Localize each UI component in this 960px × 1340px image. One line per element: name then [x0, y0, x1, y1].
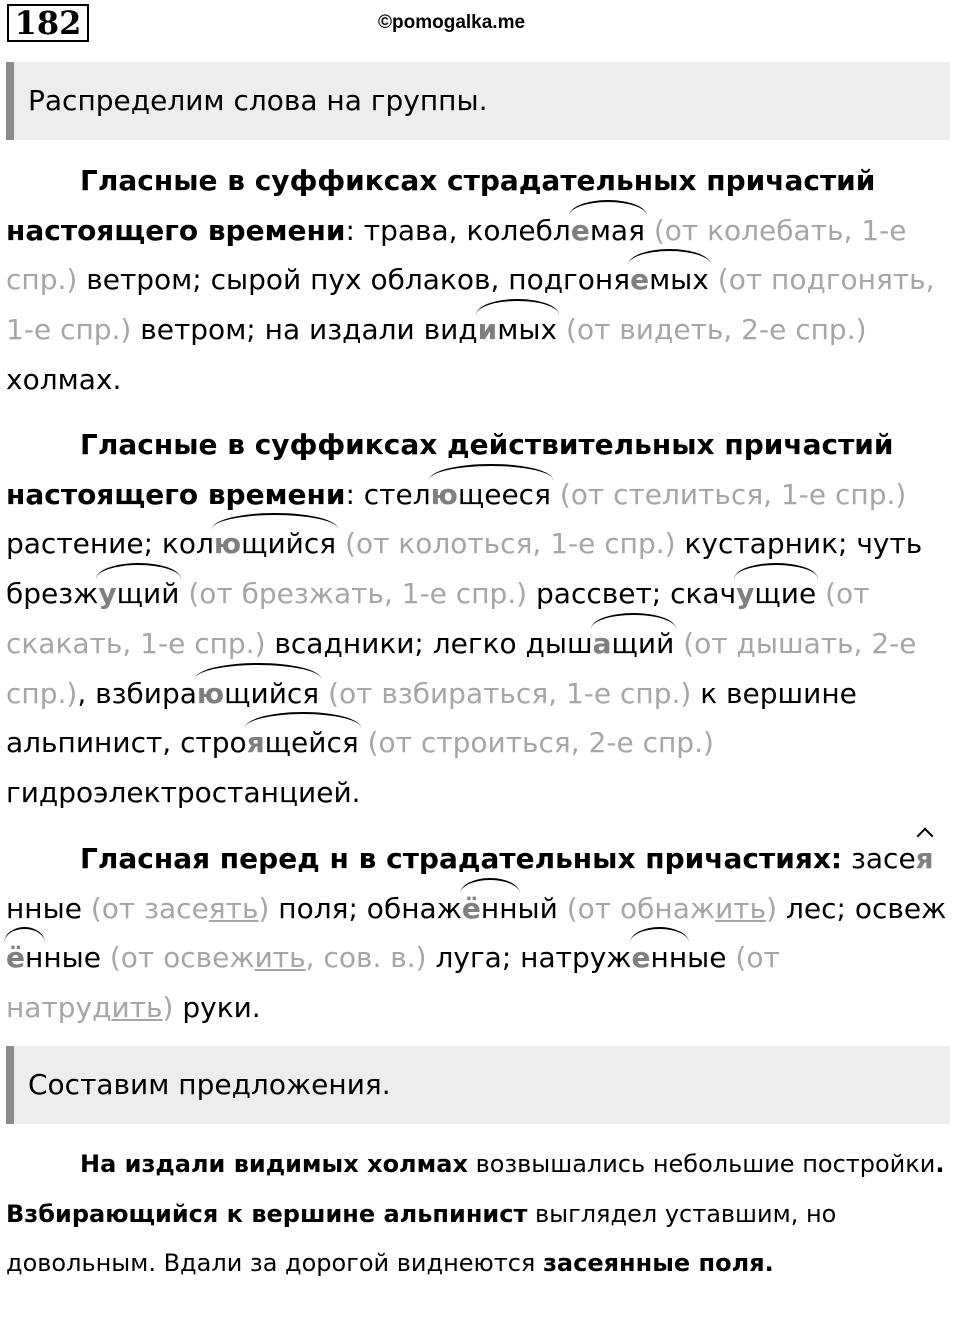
vowel: ю [196, 676, 225, 710]
vowel: ё [461, 891, 481, 925]
phrase-bold: засеянные поля. [542, 1249, 774, 1278]
exercise-number: 182 [7, 4, 89, 42]
text: всадники; легко дыш [274, 626, 593, 660]
gray-note [110, 941, 427, 974]
banner-distribute [6, 62, 950, 140]
text: щееся [457, 477, 551, 511]
suffix-arc [571, 206, 645, 256]
text: ветром; сырой пух облаков, подгоня [77, 263, 631, 297]
vowel: а [592, 626, 612, 660]
note-part: (от обнаж [566, 891, 716, 925]
vowel: ю [430, 477, 458, 511]
text: щий [116, 577, 180, 611]
banner-text: Составим предложения. [28, 1068, 391, 1101]
text: поля; обнаж [278, 891, 462, 925]
gray-note: (от колебать, 1-е спр.) [6, 213, 907, 297]
text: щийся [241, 527, 337, 561]
text: руки. [182, 991, 261, 1025]
text: выглядел уставшим, но довольным. Вдали за дорогой виднеются [6, 1199, 837, 1278]
gray-note: (от колоться, 1-е спр.) [345, 527, 676, 561]
note-part: (от засе [90, 891, 209, 925]
gray-note: (от видеть, 2-е спр.) [566, 313, 867, 347]
gray-note: (от строиться, 2-е спр.) [367, 726, 714, 760]
text: к вершине альпинист, стро [6, 676, 857, 760]
vowel: у [98, 577, 117, 611]
text: , взбира [77, 676, 197, 710]
section-heading-cont: настоящего времени [6, 477, 346, 511]
text: нн [480, 891, 518, 925]
note-underlined: ить [715, 891, 767, 925]
suffix-arc [736, 569, 816, 619]
text: мых [649, 263, 709, 297]
text: стел [363, 477, 431, 511]
section-heading: Гласные в суффиксах действительных причастий [80, 428, 894, 461]
text: возвышались небольшие постройки [467, 1150, 936, 1178]
text: растение; кол [6, 527, 214, 561]
phrase-bold: . Взбирающийся к вершине альпинист [6, 1150, 945, 1228]
section-heading: Гласные в суффиксах страдательных причастий [80, 164, 876, 197]
vowel: ё [6, 941, 25, 975]
suffix-arc [478, 305, 557, 355]
root-hat [916, 834, 934, 884]
suffix-arc [6, 933, 43, 983]
section-sentences [6, 1140, 950, 1289]
suffix-arc [431, 470, 551, 520]
text: мая [589, 213, 645, 247]
text: нн [650, 941, 688, 975]
suffix-arc [214, 519, 336, 569]
text: щие [754, 577, 817, 611]
text: луга; натруж [435, 941, 632, 975]
note-underlined: ять [208, 891, 259, 925]
text: ые [687, 941, 727, 975]
vowel: я [246, 726, 265, 760]
suffix-arc [462, 884, 518, 934]
text: ый [517, 891, 558, 925]
banner-compose [6, 1046, 950, 1124]
gray-note [91, 892, 270, 925]
note-underlined: ить [111, 991, 163, 1025]
section-passive-n [6, 834, 950, 1033]
text: щийся [224, 676, 320, 710]
note-part: , сов. в.) [305, 941, 427, 975]
vowel: е [570, 213, 590, 247]
gray-note: (от скакать, 1-е спр.) [6, 577, 870, 660]
vowel: е [631, 941, 651, 975]
text: щий [611, 626, 675, 660]
note-part: (от освеж [109, 941, 255, 975]
section-passive-present [6, 156, 950, 405]
vowel: е [630, 263, 650, 297]
section-active-present [6, 420, 950, 818]
text: ветром; на издали вид [131, 313, 478, 347]
vowel: я [915, 842, 934, 875]
text: ные [43, 941, 101, 975]
section-heading: Гласная перед н в страдательных причастиях: [80, 842, 843, 875]
vowel: ю [213, 527, 242, 561]
suffix-arc [197, 669, 319, 719]
colon: : [345, 477, 355, 511]
text: холмах. [6, 362, 122, 396]
suffix-arc [632, 933, 688, 983]
suffix-arc [630, 255, 709, 305]
note-underlined: ить [254, 941, 306, 975]
text: гидроэлектростанцией. [6, 775, 361, 809]
text: рассвет; скач [536, 577, 737, 611]
vowel: и [477, 313, 498, 347]
suffix-arc [247, 718, 359, 768]
text: щейся [264, 726, 359, 760]
suffix-arc [98, 569, 179, 619]
gray-note: (от дышать, 2-е спр.) [6, 626, 917, 710]
text: нные [6, 891, 82, 925]
site-credit: ©pomogalka.me [378, 12, 526, 33]
gray-note: (от подгонять, 1-е спр.) [6, 263, 935, 347]
gray-note: (от стелиться, 1-е спр.) [559, 477, 907, 511]
gray-note: (от брезжать, 1-е спр.) [188, 577, 528, 611]
gray-note [567, 892, 777, 925]
note-part: ) [162, 991, 174, 1025]
note-part: (от натруд [6, 941, 780, 1025]
suffix-arc [593, 619, 675, 669]
text: засе [851, 842, 916, 875]
phrase-bold: На издали видимых холмах [80, 1150, 468, 1178]
text: н [25, 941, 44, 975]
vowel: у [736, 577, 755, 611]
gray-note: (от взбираться, 1-е спр.) [328, 676, 692, 710]
note-part: ) [766, 891, 778, 925]
colon: : [345, 213, 355, 247]
text: мых [497, 313, 558, 347]
banner-text: Распределим слова на группы. [28, 84, 488, 117]
text: трава, колебл [354, 213, 571, 247]
text: кустарник; чуть брезж [6, 527, 923, 611]
note-part: ) [258, 891, 270, 925]
section-heading-cont: настоящего времени [6, 213, 346, 247]
text: лес; освеж [785, 891, 947, 925]
